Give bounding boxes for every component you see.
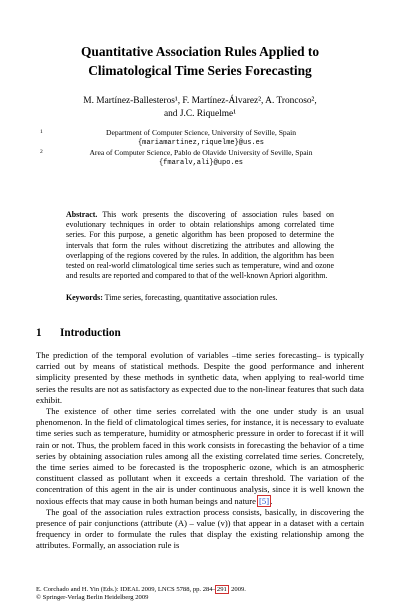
paper-title [20,42,380,80]
affiliation-mark: 2 [40,149,43,155]
affiliation-email[interactable]: {mariamartinez,riquelme}@us.es [137,139,265,147]
paragraph [36,406,364,507]
section-heading [36,327,121,339]
section-number: 1 [36,327,42,339]
paragraph: The goal of the association rules extraction process consists, basically, in discovering the presence of pair conjunctions (attribute (A) – value (v)) that appear in a dataset with a certain frequency in order to formulate the rules that display the existing relationship among the attributes. Formally, an association rule is [36,506,364,551]
authors-line: and J.C. Riquelme¹ [163,109,237,119]
keywords [66,293,334,303]
affiliation-email[interactable]: {fmaralv,ali}@upo.es [158,159,243,167]
affiliation-name: Department of Computer Science, University of Seville, Spain [105,128,296,137]
page-range-link[interactable]: 291 [216,586,227,593]
footer [36,586,246,603]
body-text [36,350,364,552]
citation-link[interactable]: [5] [259,495,270,506]
affiliation-name: Area of Computer Science, Pablo de Olavide University of Seville, Spain [89,148,313,157]
affiliations [40,128,362,168]
footer-text: , 2009. [227,586,246,593]
affiliation-2 [40,148,362,168]
paragraph-text: . [270,495,273,506]
authors-line: M. Martínez-Ballesteros¹, F. Martínez-Álvarez², A. Troncoso², [83,96,317,106]
copyright: © Springer-Verlag Berlin Heidelberg 2009 [36,594,149,602]
title-line: Climatological Time Series Forecasting [88,63,312,78]
section-title: Introduction [60,327,121,339]
keywords-label: Keywords: [66,293,103,302]
abstract [66,210,334,281]
paragraph: The prediction of the temporal evolution of variables –time series forecasting– is typically carried out by means of statistical methods. Despite the good performance and inherent simplicity presented by these methods in synthetic data, when applying to real-world time series the results are not as satisfactory as expected due to the non-linear features that such data exhibit. [36,350,364,405]
affiliation-1 [40,128,362,148]
authors [20,95,380,121]
title-line: Quantitative Association Rules Applied to [80,44,320,59]
paragraph-text: The existence of other time series correlated with the one under study is an usual phenomenon. In the field of climatological times series, for instance, it is necessary to evaluate time series such as temperature, humidity or atmospheric pressure in order to forecast if it will rain or not. Thus, the problem faced in this work consists in forecasting the behavior of a time series by obtaining association rules among all the existing correlated time series. Concretely, the time series aimed to be forecasted is the tropospheric ozone, which is an atmospheric constituent classed as pollutant when it exceeds a certain threshold. The variation of the concentration of this agent in the air is under continuous analysis, since it is well known the noxious effects that may cause in both human beings and nature [36,406,364,506]
keywords-text: Time series, forecasting, quantitative association rules. [104,293,278,302]
abstract-text: This work presents the discovering of association rules based on evolutionary techniques in order to obtain relationships among correlated time series. For this purpose, a genetic algorithm has been proposed to determine the intervals that form the rules without discretizing the attributes and allowing the overlapping of the regions covered by the rules. In addition, the algorithm has been tested on real-world climatological time series such as temperature, wind and ozone and results are reported and compared to that of the well-known Apriori algorithm. [66,210,334,281]
footer-text: E. Corchado and H. Yin (Eds.): IDEAL 2009, LNCS 5788, pp. 284– [36,586,216,593]
abstract-label: Abstract. [66,210,98,219]
affiliation-mark: 1 [40,129,43,135]
